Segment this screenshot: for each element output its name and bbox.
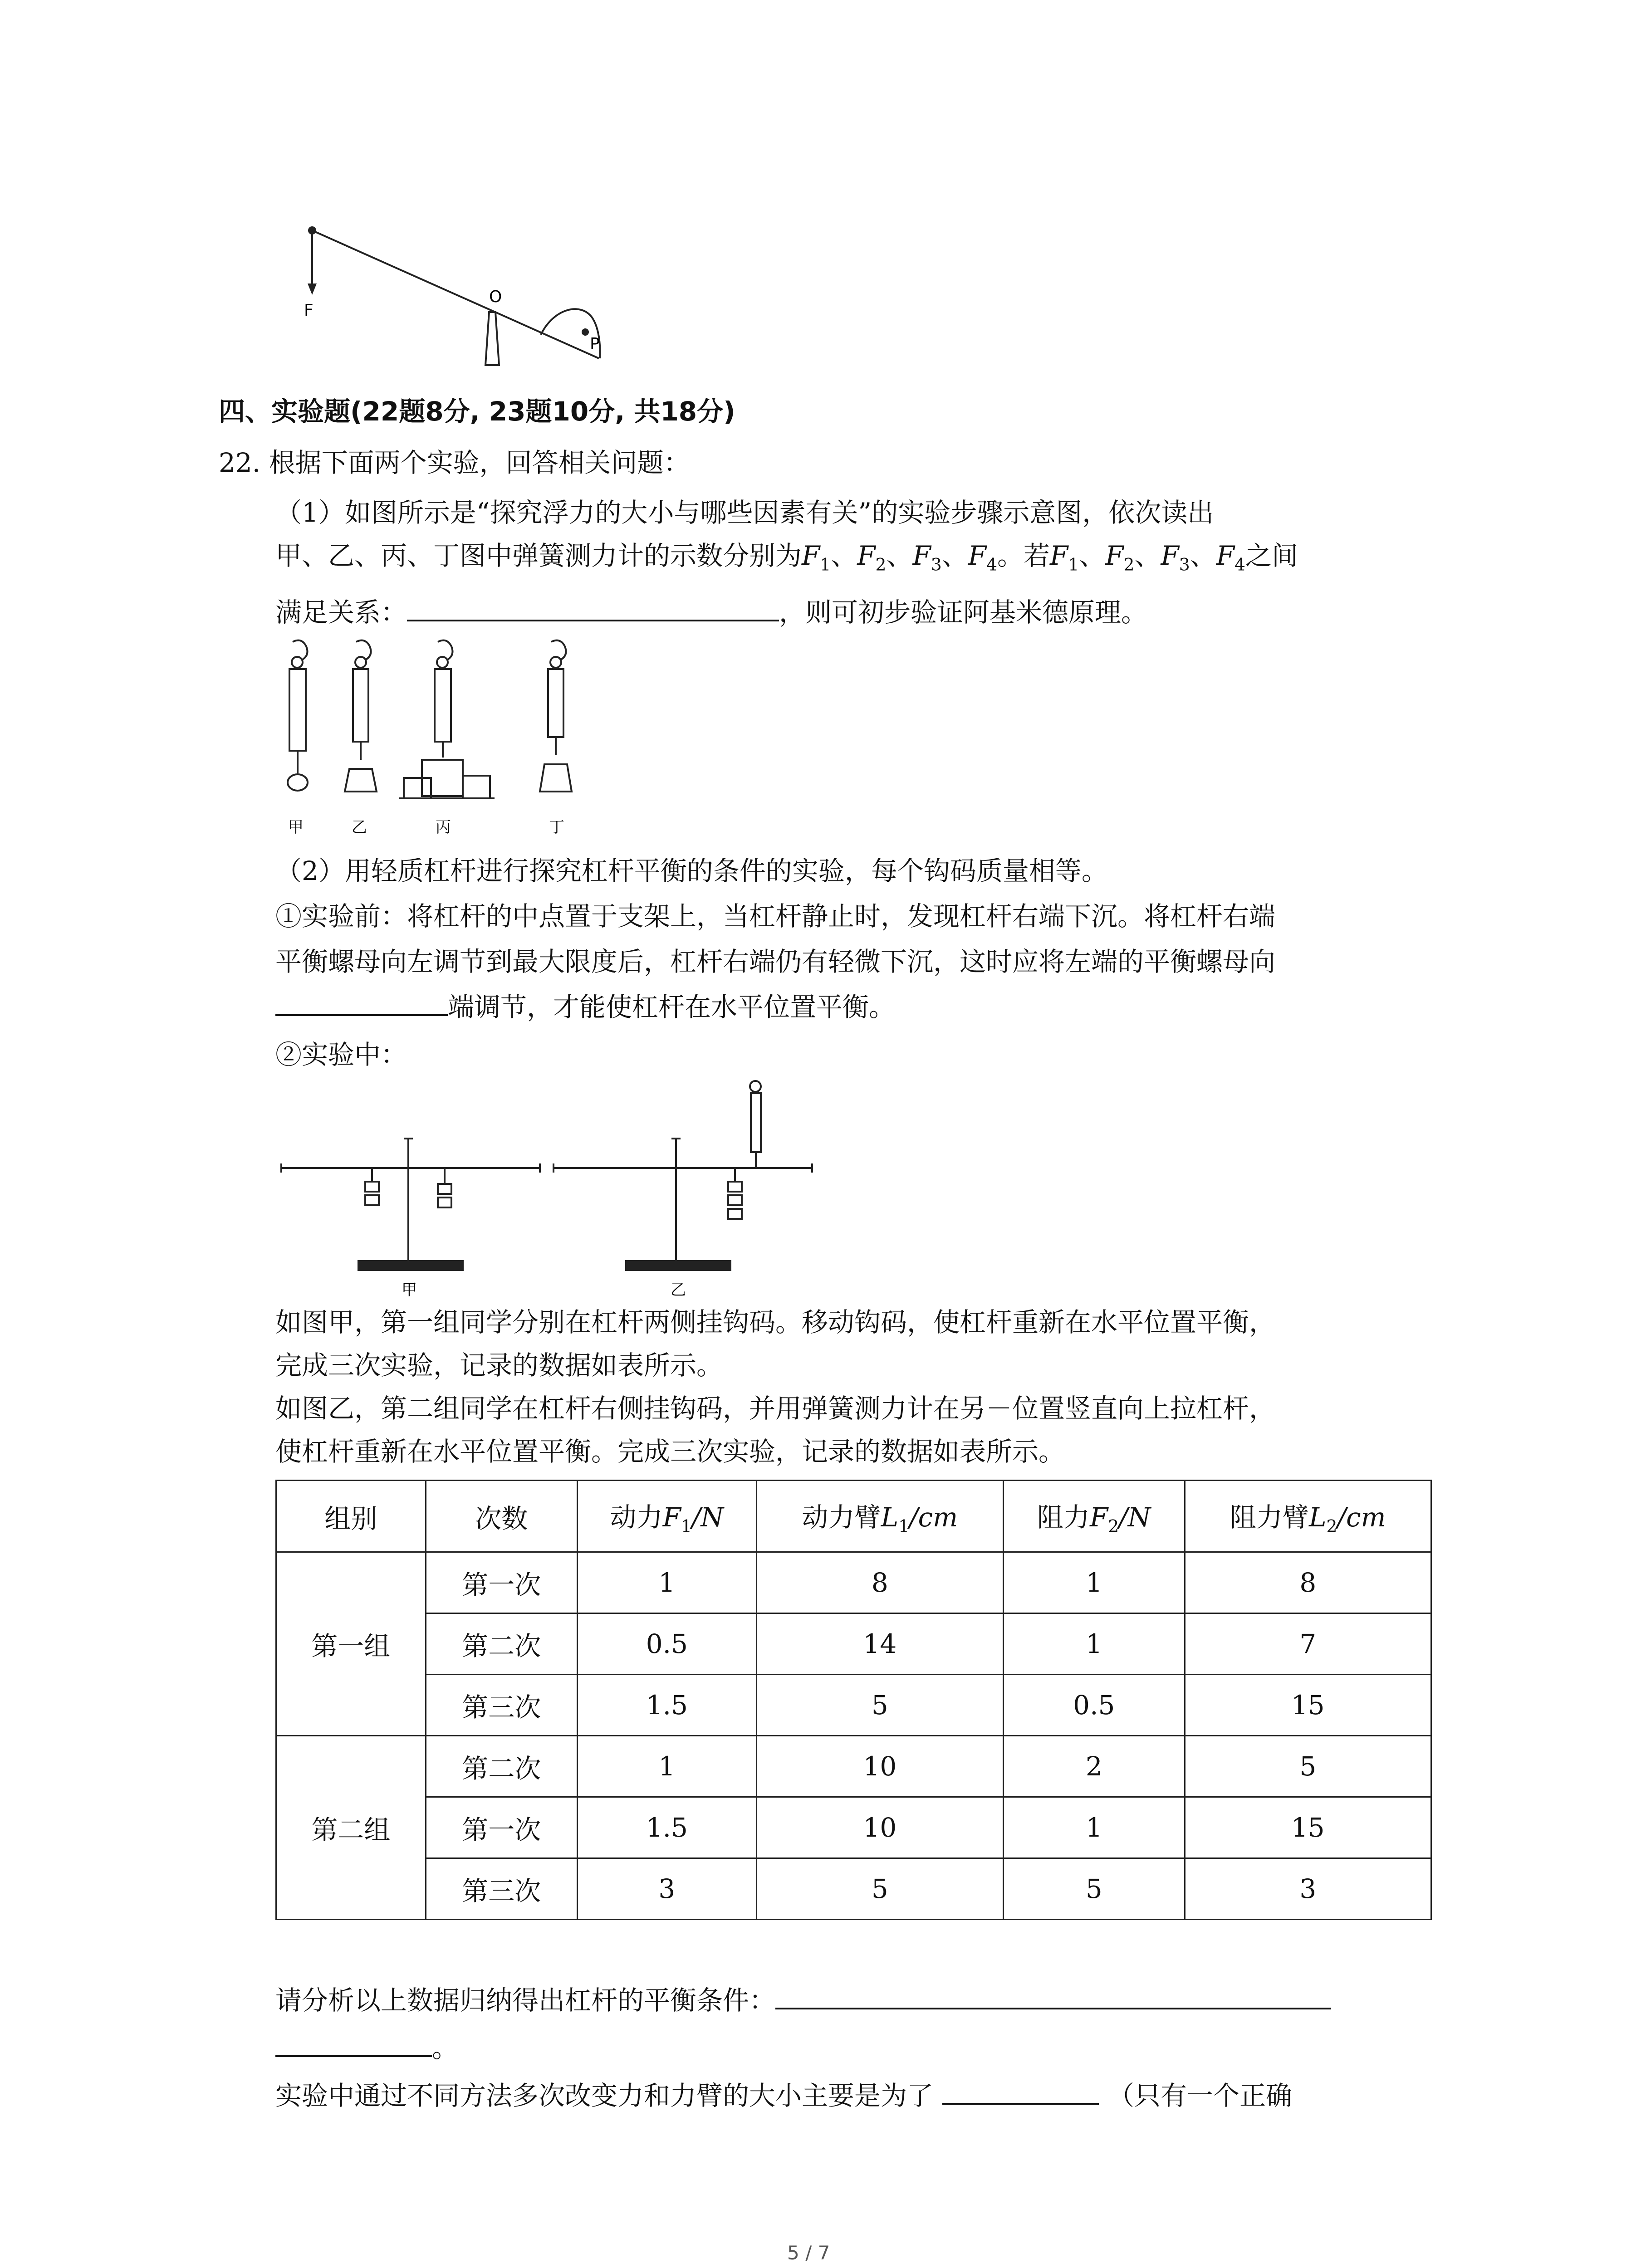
part2-line5: ②实验中： (275, 1039, 407, 1070)
part2-line4: 端调节，才能使杠杆在水平位置平衡。 (275, 987, 895, 1027)
label-F: F (304, 301, 314, 320)
answer-blank-direction[interactable] (275, 987, 448, 1016)
answer-blank-condition-cont[interactable] (275, 2028, 432, 2057)
answer-blank-purpose[interactable] (942, 2076, 1099, 2105)
table-row: 第二次 0.5 14 1 7 (276, 1613, 1431, 1675)
conclusion-line1: 请分析以上数据归纳得出杠杆的平衡条件： (275, 1980, 1331, 2021)
label-O: O (489, 288, 502, 306)
lever-data-table (275, 1480, 1432, 1920)
label-P: P (590, 335, 600, 353)
group-2-cell: 第二组 (276, 1736, 426, 1920)
conclusion-line2: 。 (275, 2028, 458, 2068)
label-jia: 甲 (288, 818, 304, 836)
label-yi: 乙 (352, 818, 367, 836)
table-row: 第三次 1.5 5 0.5 15 (276, 1675, 1431, 1736)
para2-line2: 使杠杆重新在水平位置平衡。完成三次实验，记录的数据如表所示。 (275, 1436, 1065, 1467)
part1-line1: （1）如图所示是“探究浮力的大小与哪些因素有关”的实验步骤示意图，依次读出 (275, 497, 1214, 528)
table-row: 第三次 3 5 5 3 (276, 1858, 1431, 1920)
para1-line2: 完成三次实验，记录的数据如表所示。 (275, 1350, 723, 1381)
table-row: 第二组 第二次 1 10 2 5 (276, 1736, 1431, 1797)
part1-line3: 满足关系： ，则可初步验证阿基米德原理。 (275, 592, 1147, 633)
question-22-intro: 22. 根据下面两个实验，回答相关问题： (219, 447, 690, 478)
purpose-line: 实验中通过不同方法多次改变力和力臂的大小主要是为了 （只有一个正确 (275, 2075, 1292, 2116)
para2-line1: 如图乙，第二组同学在杠杆右侧挂钩码，并用弹簧测力计在另－位置竖直向上拉杠杆， (275, 1393, 1276, 1424)
lever-figure-top (272, 209, 617, 390)
header-group: 组别 (276, 1481, 426, 1552)
table-row: 第一组 第一次 1 8 1 8 (276, 1552, 1431, 1613)
page-number: 5 / 7 (787, 2242, 830, 2264)
header-load: 阻力$F_2/N$ (1004, 1481, 1185, 1552)
header-effort: 动力$F_1/N$ (578, 1481, 757, 1552)
part1-line2: 甲、乙、丙、丁图中弹簧测力计的示数分别为$F_1$、$F_2$、$F_3$、$F_4$。若$F_1$、$F_2$、$F_3$、$F_4$之间 (275, 540, 1298, 575)
group-1-cell: 第一组 (276, 1552, 426, 1736)
para1-line1: 如图甲，第一组同学分别在杠杆两侧挂钩码。移动钩码，使杠杆重新在水平位置平衡， (275, 1307, 1276, 1338)
header-trial: 次数 (426, 1481, 578, 1552)
answer-blank-relation[interactable] (407, 592, 779, 621)
table-row: 第一次 1.5 10 1 15 (276, 1797, 1431, 1858)
table-header-row (276, 1481, 1431, 1552)
header-effort-arm: 动力臂$L_1/cm$ (756, 1481, 1003, 1552)
lever-balance-figure (277, 1075, 821, 1302)
spring-scale-figure (268, 637, 622, 846)
header-load-arm: 阻力臂$L_2/cm$ (1185, 1481, 1431, 1552)
answer-blank-condition[interactable] (775, 1980, 1331, 2009)
label-bing: 丙 (436, 818, 451, 836)
section-title: 四、实验题(22题8分, 23题10分, 共18分) (219, 396, 735, 427)
part2-line2: ①实验前：将杠杆的中点置于支架上，当杠杆静止时，发现杠杆右端下沉。将杠杆右端 (275, 901, 1276, 932)
label-lever-yi: 乙 (671, 1281, 686, 1299)
part2-line1: （2）用轻质杠杆进行探究杠杆平衡的条件的实验，每个钩码质量相等。 (275, 855, 1108, 886)
part2-line3: 平衡螺母向左调节到最大限度后，杠杆右端仍有轻微下沉，这时应将左端的平衡螺母向 (275, 946, 1276, 977)
label-ding: 丁 (549, 818, 564, 836)
label-lever-jia: 甲 (402, 1281, 417, 1299)
